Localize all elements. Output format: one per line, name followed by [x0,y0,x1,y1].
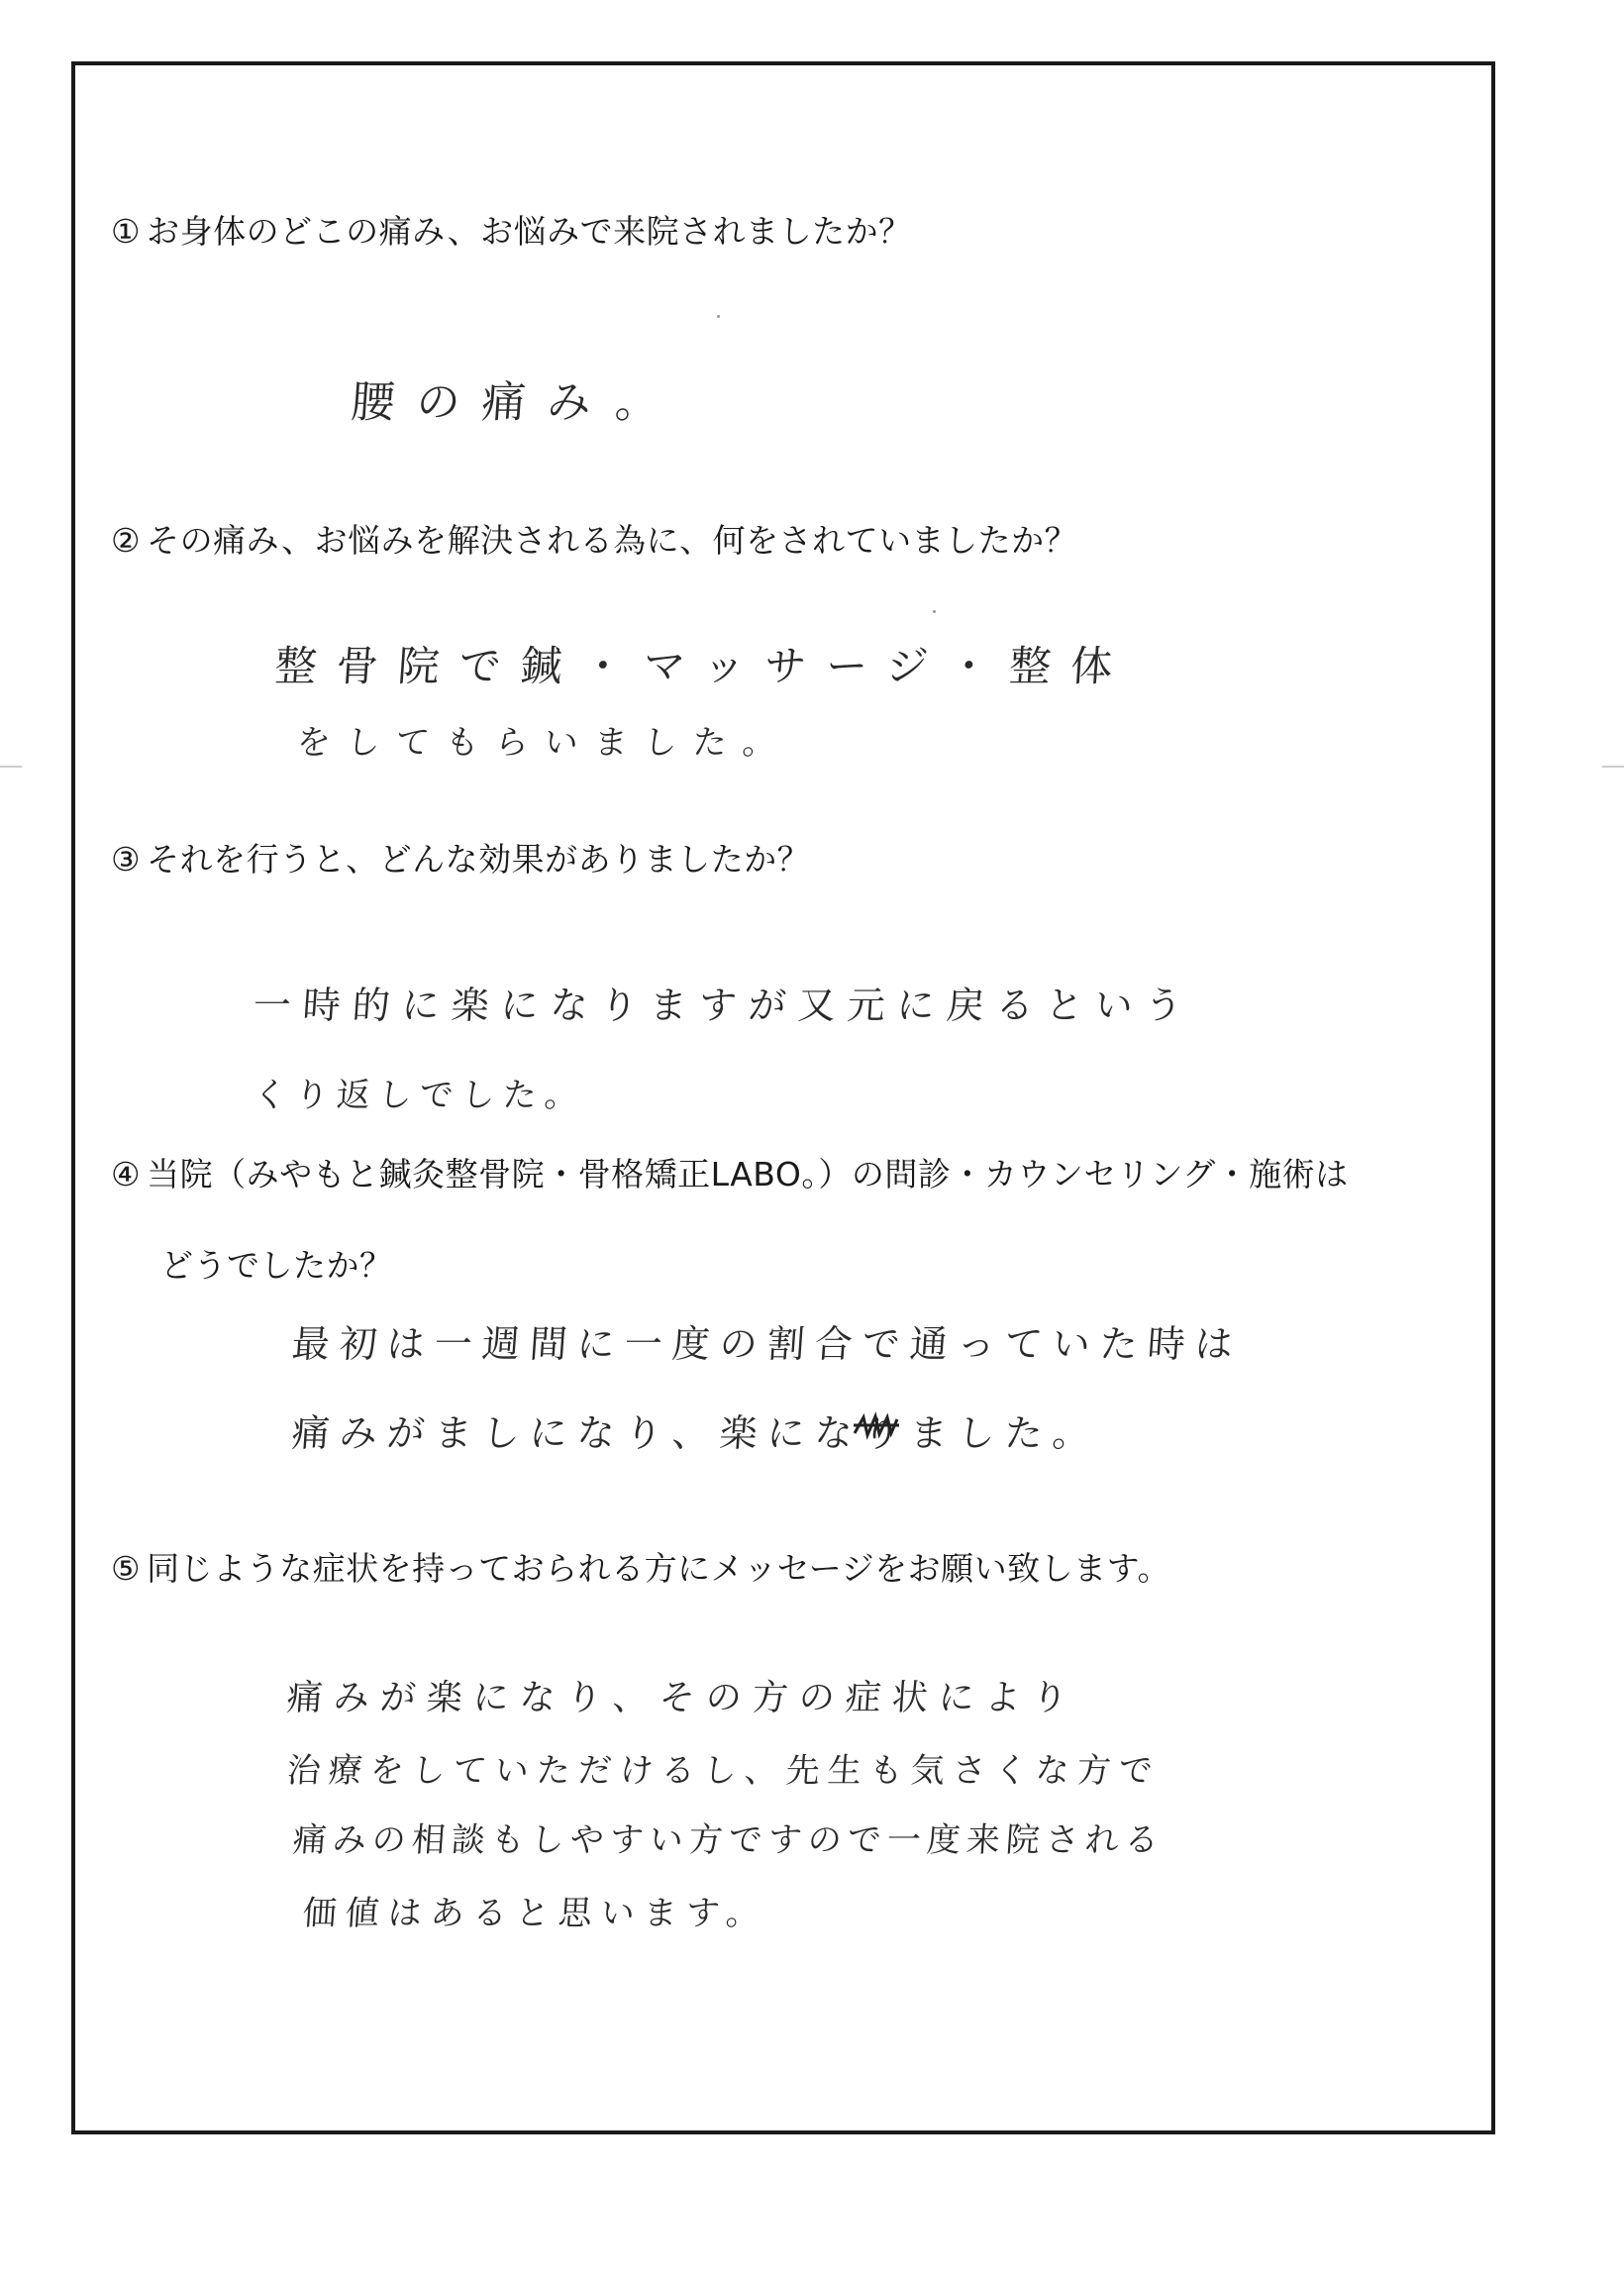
answer-2-line-1: 整骨院で鍼・マッサージ・整体 [273,642,1135,690]
scan-edge-mark [0,766,22,768]
answer-5-line-2: 治療をしていただけるし、先生も気さくな方で [285,1751,1163,1791]
scan-speck [933,610,936,613]
scan-edge-mark [1602,766,1624,768]
question-text: お身体のどこの痛み、お悩みで来院されましたか？ [147,212,912,251]
question-3 [111,834,810,881]
scan-speck [717,315,720,318]
question-2 [111,515,1077,562]
question-number: ③ [111,840,142,879]
answer-2-line-2: をしてもらいました。 [295,723,794,763]
answer-4-line-1: 最初は一週間に一度の割合で通っていた時は [290,1322,1245,1366]
answer-3-line-1: 一時的に楽になりますが又元に戻るという [252,984,1196,1027]
crossed-out-scribble [852,1411,901,1441]
question-number: ⑤ [111,1549,142,1588]
question-text: 当院（みやもと鍼灸整骨院・骨格矯正LABO。）の問診・カウンセリング・施術は [147,1155,1349,1193]
question-4 [111,1149,1349,1195]
question-1 [111,206,912,253]
answer-5-line-4: 価値はあると思います。 [301,1894,770,1933]
answer-1-line-1: 腰の痛み。 [349,377,683,428]
question-number: ④ [111,1155,142,1193]
question-number: ① [111,212,142,251]
question-number: ② [111,521,142,560]
question-text: それを行うと、どんな効果がありましたか？ [147,840,811,879]
question-5 [111,1543,1170,1590]
question-text: 同じような症状を持っておられる方にメッセージをお願い致します。 [147,1549,1170,1588]
answer-3-line-2: くり返しでした。 [252,1076,588,1115]
answer-4-line-2: 痛みがましになり、楽になりました。 [290,1411,1102,1455]
answer-5-line-3: 痛みの相談もしやすい方ですので一度来院される [291,1820,1167,1860]
answer-5-line-1: 痛みが楽になり、その方の症状により [285,1678,1080,1718]
question-4-continued: どうでしたか？ [160,1246,393,1285]
question-text: その痛み、お悩みを解決される為に、何をされていましたか？ [147,521,1078,560]
